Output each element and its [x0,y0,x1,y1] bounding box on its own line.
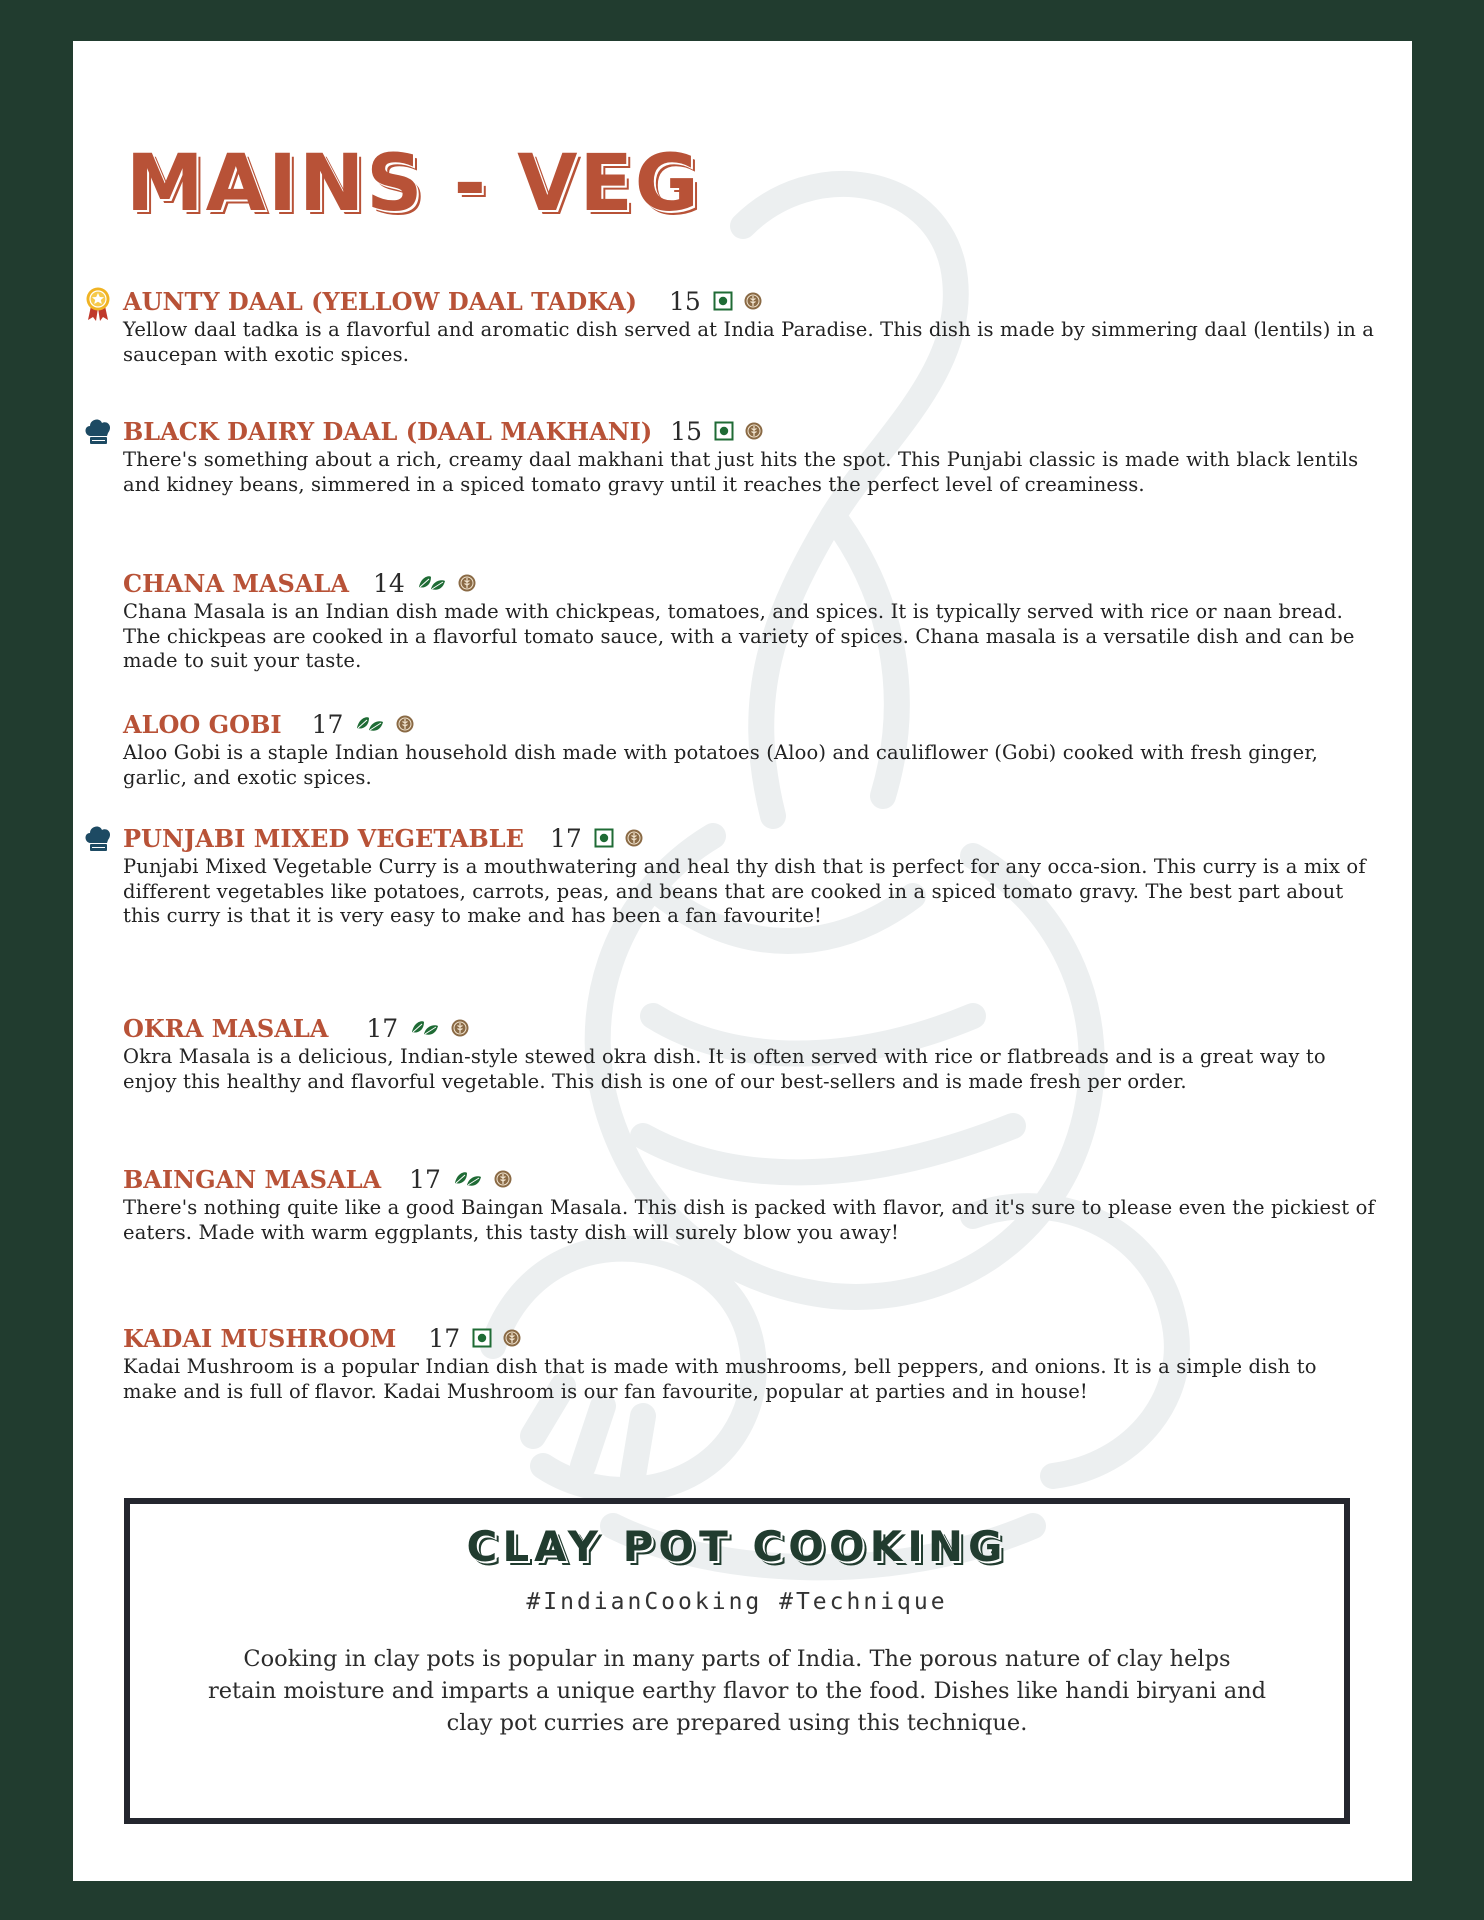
menu-item-header [123,821,1373,855]
gluten-free-icon [450,1018,470,1038]
menu-item-description: There's something about a rich, creamy daal makhani that just hits the spot. This Punjabi classic is made with black lentils and kidney beans, simmered in a spiced tomato gravy until it reaches the perfect level of creaminess. [123,448,1359,496]
menu-item-header [123,707,1373,741]
gluten-free-icon [502,1328,522,1348]
menu-item-price: 17 [428,1323,461,1353]
menu-item-header [123,414,1373,448]
menu-item-price: 17 [549,823,582,853]
menu-item-name: KADAI MUSHROOM [123,1323,397,1353]
menu-item-description: Kadai Mushroom is a popular Indian dish that is made with mushrooms, bell peppers, and onions. It is a simple dish to make and is full of flavor. Kadai Mushroom is our fan favourite, popular at parties and in house! [123,1355,1317,1403]
info-box-tags: #IndianCooking #Technique [526,1589,948,1615]
info-box-text: Cooking in clay pots is popular in many parts of India. The porous nature of clay helps retain moisture and imparts a unique earthy flavor to the food. Dishes like handi biryani and clay pot curries are prepared using this technique. [207,1646,1267,1736]
menu-item-price: 17 [409,1164,441,1194]
menu-item-description: There's nothing quite like a good Baingan Masala. This dish is packed with flavor, and it's sure to please even the pickiest of eaters. Made with warm eggplants, this tasty dish will surely blow you away! [123,1196,1375,1244]
menu-page [73,41,1412,1881]
menu-item-header [123,284,1373,318]
menu-item [123,1162,1373,1245]
veg-square-icon [713,291,733,311]
vegan-leaf-icon [355,714,385,734]
gluten-free-icon [493,1169,513,1189]
menu-item-description: Chana Masala is an Indian dish made with chickpeas, tomatoes, and spices. It is typically served with rice or naan bread. The chickpeas are cooked in a flavorful tomato sauce, with a variety of spices. Chana masala is a versatile dish and can be made to suit your taste. [123,600,1355,672]
menu-item-header [123,566,1373,600]
gluten-free-icon [624,828,644,848]
veg-square-icon [472,1328,492,1348]
menu-item-description: Punjabi Mixed Vegetable Curry is a mouthwatering and heal thy dish that is perfect for any occa-sion. This curry is a mix of different vegetables like potatoes, carrots, peas, and beans that are cooked in a spiced tomato gravy. The best part about this curry is that it is very easy to make and has been a fan favourite! [123,855,1366,927]
menu-item [123,821,1373,929]
veg-square-icon [594,828,614,848]
clay-pot-info-box [124,1498,1350,1824]
menu-item-header [123,1011,1373,1045]
vegan-leaf-icon [453,1169,483,1189]
menu-item-name: BAINGAN MASALA [123,1164,382,1194]
menu-item-price: 15 [670,416,703,446]
menu-item-price: 14 [372,568,405,598]
menu-item [123,1011,1373,1094]
menu-item-header [123,1162,1373,1196]
menu-item-price: 17 [366,1013,399,1043]
menu-item-name: PUNJABI MIXED VEGETABLE [123,823,524,853]
menu-item-description: Yellow daal tadka is a flavorful and aromatic dish served at India Paradise. This dish is made by simmering daal (lentils) in a saucepan with exotic spices. [123,318,1375,366]
menu-item [123,1321,1373,1404]
menu-item-price: 15 [669,286,701,316]
page-title: MAINS - VEG [126,139,701,229]
menu-item-price: 17 [311,709,344,739]
menu-item-name: AUNTY DAAL (YELLOW DAAL TADKA) [123,286,637,316]
menu-item [123,566,1373,674]
gluten-free-icon [457,573,477,593]
menu-item-name: CHANA MASALA [123,568,349,598]
menu-item [123,284,1373,367]
gluten-free-icon [743,291,763,311]
gluten-free-icon [744,421,764,441]
menu-item-header [123,1321,1373,1355]
menu-item-description: Okra Masala is a delicious, Indian-style stewed okra dish. It is often served with rice or flatbreads and is a great way to enjoy this healthy and flavorful vegetable. This dish is one of our best-sellers and is made fresh per order. [123,1045,1326,1093]
vegan-leaf-icon [410,1018,440,1038]
info-box-title: CLAY POT COOKING [466,1522,1008,1571]
menu-item-description: Aloo Gobi is a staple Indian household dish made with potatoes (Aloo) and cauliflower (Gobi) cooked with fresh ginger, garlic, and exotic spices. [123,741,1318,789]
menu-item-name: ALOO GOBI [123,709,282,739]
menu-item [123,414,1373,497]
gluten-free-icon [395,714,415,734]
menu-item-name: BLACK DAIRY DAAL (DAAL MAKHANI) [123,416,653,446]
vegan-leaf-icon [417,573,447,593]
menu-item [123,707,1373,790]
veg-square-icon [714,421,734,441]
menu-item-name: OKRA MASALA [123,1013,329,1043]
